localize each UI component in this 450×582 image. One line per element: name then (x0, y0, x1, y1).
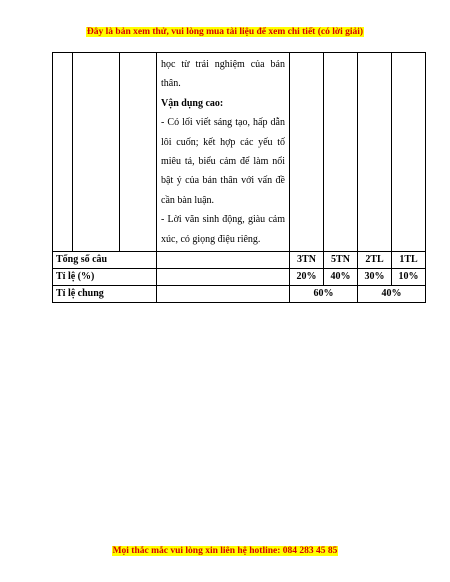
overall-percentage-row: Tỉ lệ chung 60% 40% (53, 286, 426, 303)
description-row (53, 53, 426, 252)
percentage-row: Tỉ lệ (%) 20% 40% 30% 10% (53, 269, 426, 286)
assessment-matrix-table (52, 52, 426, 303)
hotline-banner: Mọi thắc mắc vui lòng xin liên hệ hotline: 084 283 45 85 (112, 546, 338, 556)
preview-banner: Đây là bản xem thử, vui lòng mua tài liệu để xem chi tiết (có lời giải) (86, 27, 364, 37)
total-questions-row: Tổng số câu 3TN 5TN 2TL 1TL (53, 252, 426, 269)
criteria-description: học từ trải nghiệm của bản thân. Vận dụng cao: - Có lối viết sáng tạo, hấp dẫn lôi cuốn; kết hợp các yếu tố miêu tả, biểu cảm để làm nổi bật ý của bản thân với vấn đề cần bàn luận. - Lời văn sinh động, giàu cảm xúc, có giọng điệu riêng. (157, 53, 290, 252)
